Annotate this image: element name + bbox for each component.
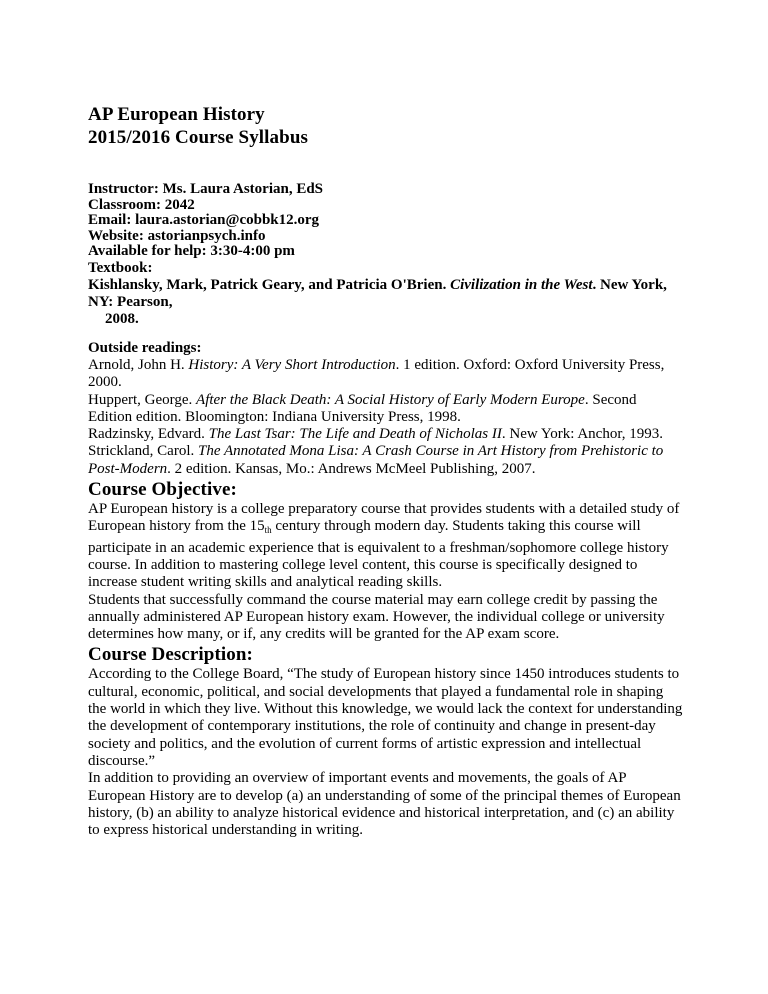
document-content: [88, 104, 684, 839]
instructor-website-line: Website: astorianpsych.info: [88, 227, 266, 244]
textbook-heading: Textbook:: [88, 259, 153, 276]
description-paragraph-1: According to the College Board, “The study of European history since 1450 introduces students to cultural, economic, political, and social developments that played a fundamental role in shaping the world in which they live. Without this knowledge, we would lack the context for understanding the development of contemporary institutions, the role of continuity and change in present-day society and politics, and the evolution of current forms of artistic expression and intellectual discourse.”: [88, 666, 683, 769]
course-description-heading: Course Description:: [88, 644, 253, 666]
objective-paragraph-2: Students that successfully command the course material may earn college credit by passing the annually administered AP European history exam. However, the individual college or university determines how many, or if, any credits will be granted for the AP exam score.: [88, 591, 665, 643]
objective-p1-text-continued: century through modern day. Students taking this course will participate in an academic experience that is equivalent to a freshman/sophomore college history course. In addition to mastering college level content, this course is specifically designed to increase student writing skills and analytical reading skills.: [88, 518, 669, 591]
citation-radzinsky-publisher: . New York: Anchor, 1993.: [501, 426, 663, 443]
citation-strickland: [88, 443, 684, 478]
instructor-hours-line: Available for help: 3:30-4:00 pm: [88, 243, 295, 259]
citation-kishlansky-authors: Kishlansky, Mark, Patrick Geary, and Patricia O'Brien.: [88, 276, 451, 293]
citation-arnold: [88, 357, 684, 392]
objective-paragraph-1: [88, 501, 684, 591]
citation-strickland-book-title: The Annotated Mona Lisa: A Crash Course in Art History from Prehistoric to Post-Modern: [88, 443, 664, 477]
citation-strickland-author: Strickland, Carol.: [88, 443, 198, 460]
citation-radzinsky-author: Radzinsky, Edvard.: [88, 426, 209, 443]
citation-huppert: [88, 392, 684, 427]
citation-huppert-book-title: After the Black Death: A Social History of Early Modern Europe: [196, 391, 585, 408]
citation-strickland-publisher: . 2 edition. Kansas, Mo.: Andrews McMeel Publishing, 2007.: [167, 460, 536, 477]
title-line-2: 2015/2016 Course Syllabus: [88, 126, 308, 148]
instructor-name-line: Instructor: Ms. Laura Astorian, EdS: [88, 181, 324, 197]
instructor-block: [88, 182, 684, 260]
title-line-1: AP European History: [88, 104, 265, 125]
citation-radzinsky-book-title: The Last Tsar: The Life and Death of Nicholas II: [208, 426, 502, 443]
outside-readings-section: [88, 340, 684, 392]
citation-arnold-publisher: . 1 edition. Oxford: Oxford University Press, 2000.: [88, 356, 665, 391]
citation-arnold-book-title: History: A Very Short Introduction: [188, 356, 396, 373]
citation-huppert-publisher: . Second Edition edition. Bloomington: Indiana University Press, 1998.: [88, 391, 637, 425]
instructor-classroom-line: Classroom: 2042: [88, 196, 195, 213]
citation-kishlansky-publisher: . New York, NY: Pearson,: [88, 276, 667, 311]
citation-kishlansky-year: 2008.: [105, 311, 139, 328]
document-title: [88, 104, 684, 149]
citation-huppert-author: Huppert, George.: [88, 391, 197, 408]
course-objective-heading: Course Objective:: [88, 479, 237, 501]
citation-kishlansky-book-title: Civilization in the West: [450, 276, 593, 293]
description-paragraph-2: In addition to providing an overview of important events and movements, the goals of AP European History are to develop (a) an understanding of some of the principal themes of European history, (b) an ability to analyze historical evidence and historical interpretation, and (c) an ability to express historical understanding in writing.: [88, 770, 681, 839]
outside-readings-heading: Outside readings:: [88, 339, 202, 356]
citation-arnold-author: Arnold, John H.: [88, 356, 189, 373]
citation-radzinsky: [88, 426, 684, 443]
subscript-th: th: [264, 525, 272, 536]
instructor-email-line: Email: laura.astorian@cobbk12.org: [88, 212, 320, 228]
objective-p1-text: AP European history is a college preparatory course that provides students with a detailed study of European history from the 15: [88, 501, 680, 535]
citation-kishlansky: [88, 277, 684, 329]
